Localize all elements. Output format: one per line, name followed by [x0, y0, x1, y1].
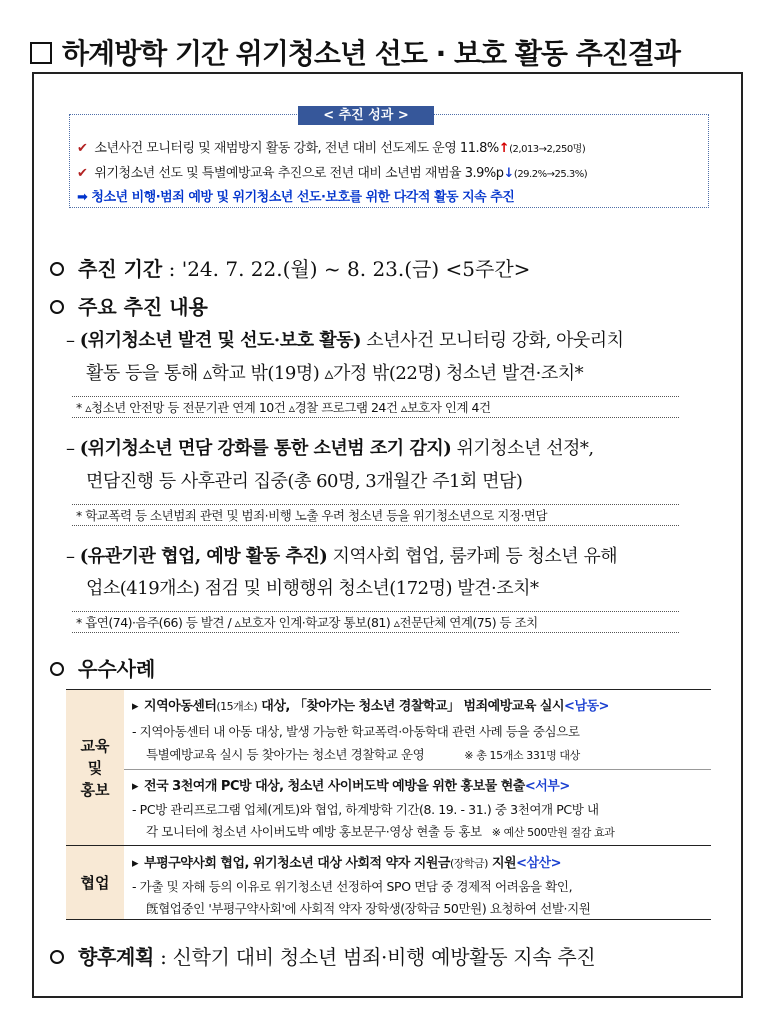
case2-line2: 각 모니터에 청소년 사이버도박 예방 홍보문구·영상 현출 등 홍보 ※ 예산 500만원 절감 효과 [146, 824, 615, 839]
triangle-arrow-icon: ▸ [132, 779, 139, 794]
result-line-2: ✔ 위기청소년 선도 및 특별예방교육 추진으로 전년 대비 소년범 재범율 3.9%p↓(29.2%→25.3%) [77, 166, 588, 181]
best-label: 우수사례 [78, 657, 156, 681]
content-label: 주요 추진 내용 [78, 295, 208, 319]
case1-head: ▸ 지역아동센터(15개소) 대상, 「찾아가는 청소년 경찰학교」 범죄예방교육 실시<남동> [132, 699, 609, 714]
check-icon: ✔ [77, 141, 88, 156]
item1-line2: 활동 등을 통해 ▵학교 밖(19명) ▵가정 밖(22명) 청소년 발견·조치* [86, 363, 584, 384]
triangle-arrow-icon: ▸ [132, 856, 139, 871]
check-icon: ✔ [77, 166, 88, 181]
period-section [50, 253, 530, 282]
page-title-text: 하계방학 기간 위기청소년 선도 · 보호 활동 추진결과 [62, 37, 680, 70]
case3-line2: 旣협업중인 '부평구약사회'에 사회적 약자 장학생(장학금 50만원) 요청하여 선발·지원 [146, 901, 591, 916]
case3-line1: - 가출 및 자해 등의 이유로 위기청소년 선정하여 SPO 면담 중 경제적 어려움을 확인, [132, 879, 573, 894]
ring-bullet-icon [50, 950, 64, 964]
row-divider [124, 769, 711, 770]
page-title [30, 32, 750, 72]
period-value: : '24. 7. 22.(월) ~ 8. 23.(금) <5주간> [168, 257, 531, 281]
item3-note: * 흡연(74)·음주(66) 등 발견 / ▵보호자 인계·학교장 통보(81) ▵전문단체 연계(75) 등 조치 [72, 611, 679, 633]
results-tag: < 추진 성과 > [298, 106, 434, 125]
future-section [50, 941, 595, 970]
case1-line2: 특별예방교육 실시 등 찾아가는 청소년 경찰학교 운영 ※ 총 15개소 331명 대상 [146, 747, 580, 762]
item2-line2: 면담진행 등 사후관리 집중(총 60명, 3개월간 주1회 면담) [86, 471, 523, 492]
case2-head: ▸ 전국 3천여개 PC방 대상, 청소년 사이버도박 예방을 위한 홍보물 현출<서부> [132, 779, 570, 794]
down-arrow-icon: ↓ [503, 166, 514, 181]
best-section [50, 653, 155, 682]
result-line-3: ➡ 청소년 비행·범죄 예방 및 위기청소년 선도·보호를 위한 다각적 활동 지속 추진 [77, 190, 515, 205]
item3-line1: – (유관기관 협업, 예방 활동 추진) 지역사회 협업, 룸카페 등 청소년 유해 [66, 546, 618, 567]
ring-bullet-icon [50, 300, 64, 314]
item1-line1: – (위기청소년 발견 및 선도·보호 활동) 소년사건 모니터링 강화, 아웃리치 [66, 330, 624, 351]
best-cases-table [66, 689, 711, 919]
ring-bullet-icon [50, 262, 64, 276]
item2-line1: – (위기청소년 면담 강화를 통한 소년범 조기 감지) 위기청소년 선정*, [66, 438, 594, 459]
period-label: 추진 기간 [78, 257, 163, 281]
ring-bullet-icon [50, 662, 64, 676]
category-cooperation: 협업 [66, 846, 124, 919]
category-education: 교육 및 홍보 [66, 690, 124, 845]
future-label: 향후계획 [78, 945, 155, 969]
table-divider [66, 845, 711, 846]
future-value: : 신학기 대비 청소년 범죄·비행 예방활동 지속 추진 [154, 945, 596, 969]
item3-line2: 업소(419개소) 점검 및 비행행위 청소년(172명) 발견·조치* [86, 578, 539, 599]
case1-line1: - 지역아동센터 내 아동 대상, 발생 가능한 학교폭력·아동학대 관련 사례 등을 중심으로 [132, 724, 580, 739]
checkbox-icon [30, 42, 52, 64]
up-arrow-icon: ↑ [498, 141, 510, 156]
table-border-bottom [66, 919, 711, 920]
case2-line1: - PC방 관리프로그램 업체(게토)와 협업, 하계방학 기간(8. 19. - 31.) 중 3천여개 PC방 내 [132, 802, 599, 817]
result-line-1: ✔ 소년사건 모니터링 및 재범방지 활동 강화, 전년 대비 선도제도 운영 11.8%↑(2,013→2,250명) [77, 141, 586, 156]
item1-note: * ▵청소년 안전망 등 전문기관 연계 10건 ▵경찰 프로그램 24건 ▵보호자 인계 4건 [72, 396, 679, 418]
content-section [50, 291, 208, 320]
triangle-arrow-icon: ▸ [132, 699, 139, 714]
item2-note: * 학교폭력 등 소년범죄 관련 및 범죄·비행 노출 우려 청소년 등을 위기청소년으로 지정·면담 [72, 504, 679, 526]
table-border-top [66, 689, 711, 690]
case3-head: ▸ 부평구약사회 협업, 위기청소년 대상 사회적 약자 지원금(장학금) 지원<삼산> [132, 856, 561, 871]
